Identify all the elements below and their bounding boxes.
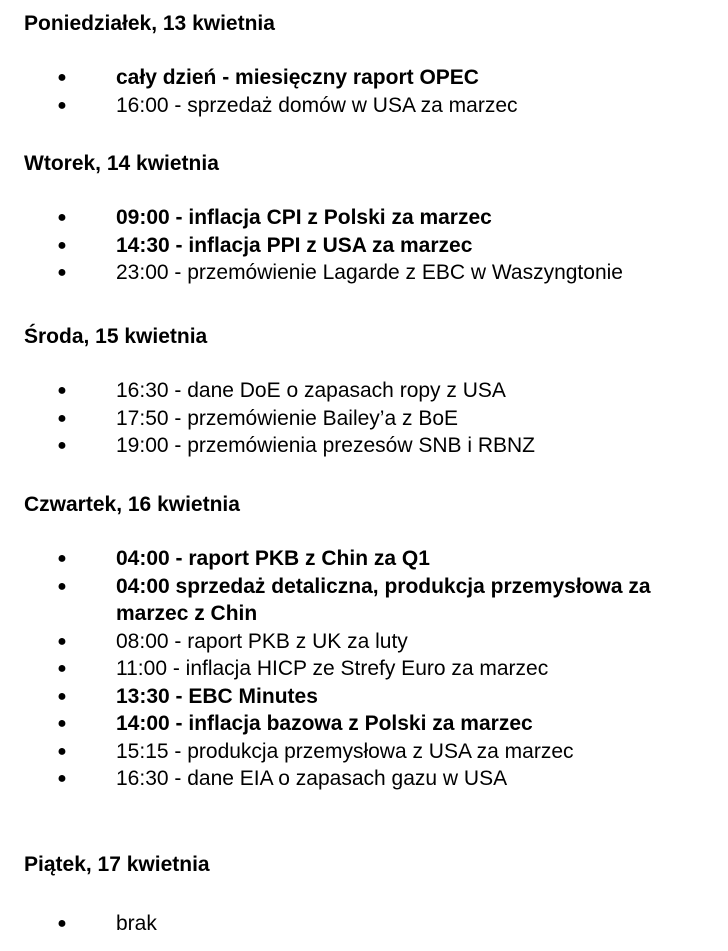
event-text: 15:15 - produkcja przemysłowa z USA za marzec: [116, 739, 574, 763]
event-text: 16:00 - sprzedaż domów w USA za marzec: [116, 93, 518, 117]
day-heading: Wtorek, 14 kwietnia: [24, 152, 219, 175]
bullet-icon: ●: [57, 577, 67, 595]
event-text: 14:00 - inflacja bazowa z Polski za marzec: [116, 712, 533, 735]
bullet-icon: ●: [57, 632, 67, 650]
bullet-icon: ●: [57, 209, 67, 226]
event-text: brak: [116, 912, 157, 935]
bullet-icon: ●: [57, 687, 67, 705]
bullet-icon: ●: [57, 409, 67, 427]
bullet-icon: ●: [57, 550, 67, 567]
event-text: 09:00 - inflacja CPI z Polski za marzec: [116, 206, 492, 229]
event-text: 11:00 - inflacja HICP ze Strefy Euro za marzec: [116, 657, 549, 680]
event-text: 17:50 - przemówienie Bailey’a z BoE: [116, 406, 459, 430]
day-heading: Czwartek, 16 kwietnia: [24, 493, 240, 516]
event-text: 23:00 - przemówienie Lagarde z EBC w Waszyngtonie: [116, 261, 623, 284]
bullet-icon: ●: [57, 742, 67, 760]
day-heading: Środa, 15 kwietnia: [24, 325, 208, 348]
event-text: 16:30 - dane DoE o zapasach ropy z USA: [116, 379, 506, 402]
event-text: 04:00 sprzedaż detaliczna, produkcja przemysłowa za marzec z Chin: [116, 574, 651, 625]
event-text: 16:30 - dane EIA o zapasach gazu w USA: [116, 767, 508, 790]
event-text: 19:00 - przemówienia prezesów SNB i RBNZ: [116, 434, 535, 457]
event-text: 13:30 - EBC Minutes: [116, 684, 318, 708]
event-text: 04:00 - raport PKB z Chin za Q1: [116, 547, 430, 570]
bullet-icon: ●: [57, 437, 67, 454]
event-text: 08:00 - raport PKB z UK za luty: [116, 629, 408, 653]
bullet-icon: ●: [57, 770, 67, 787]
bullet-icon: ●: [57, 264, 67, 281]
event-text: cały dzień - miesięczny raport OPEC: [116, 66, 479, 89]
bullet-icon: ●: [57, 660, 67, 677]
bullet-icon: ●: [57, 915, 67, 932]
bullet-icon: ●: [57, 236, 67, 254]
bullet-icon: ●: [57, 96, 67, 114]
event-text: 14:30 - inflacja PPI z USA za marzec: [116, 233, 473, 257]
bullet-icon: ●: [57, 69, 67, 86]
bullet-icon: ●: [57, 715, 67, 732]
bullet-icon: ●: [57, 382, 67, 399]
day-heading: Piątek, 17 kwietnia: [24, 853, 210, 876]
day-heading: Poniedziałek, 13 kwietnia: [24, 12, 275, 35]
